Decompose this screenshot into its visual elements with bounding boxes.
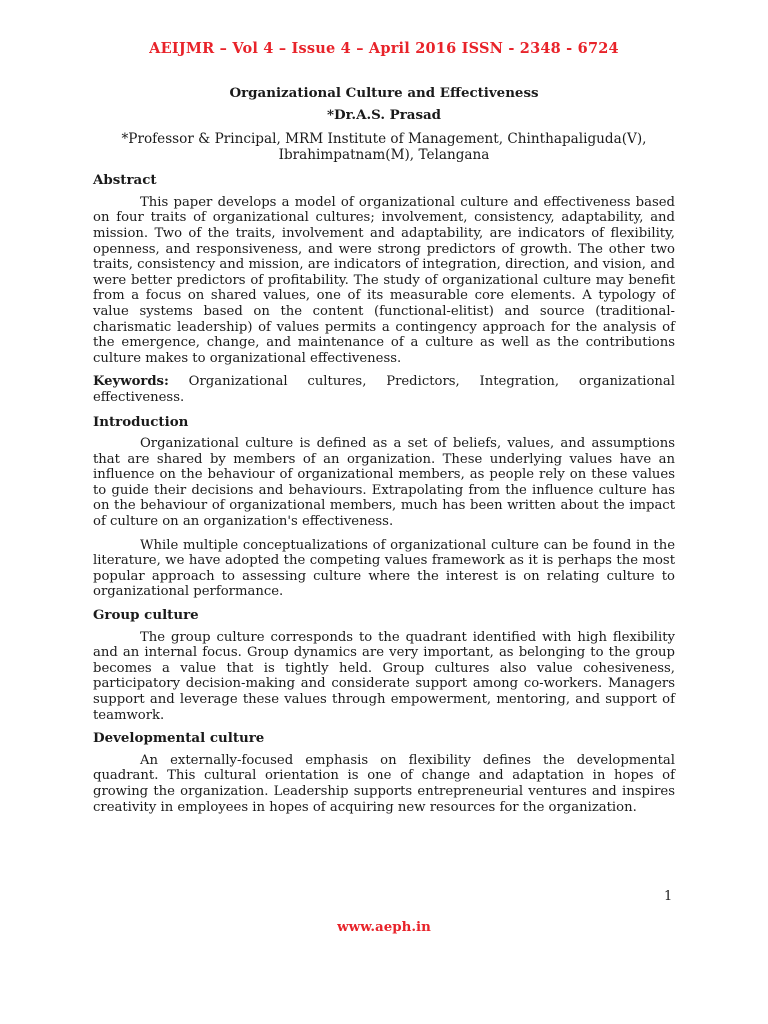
- author-affiliation: *Professor & Principal, MRM Institute of Management, Chinthapaliguda(V), Ibrahimpatnam(M), Telangana: [121, 131, 647, 164]
- developmental-culture-heading: Developmental culture: [93, 730, 265, 747]
- journal-header: AEIJMR – Vol 4 – Issue 4 – April 2016 ISSN - 2348 - 6724: [149, 40, 619, 57]
- introduction-heading: Introduction: [93, 413, 189, 430]
- abstract-text: This paper develops a model of organizational culture and effectiveness based on four traits of organizational cultures; involvement, consistency, adaptability, and mission. Two of the traits, involvement and adaptability, are indicators of flexibility, openness, and responsiveness, and were strong predictors of growth. The other two traits, consistency and mission, are indicators of integration, direction, and vision, and were better predictors of profitability. The study of organizational culture may benefit from a focus on shared values, one of its measurable core elements. A typology of value systems based on the content (functional-elitist) and source (traditional-charismatic leadership) of values permits a contingency approach for the analysis of the emergence, change, and maintenance of a culture as well as the contributions culture makes to organizational effectiveness.: [93, 194, 675, 366]
- group-culture-text: The group culture corresponds to the quadrant identified with high flexibility and an internal focus. Group dynamics are very important, as belonging to the group becomes a value that is tightly held. Group cultures also value cohesiveness, participatory decision-making and considerate support among co-workers. Managers support and leverage these values through empowerment, mentoring, and support of teamwork.: [93, 629, 675, 723]
- group-culture-heading: Group culture: [93, 607, 199, 624]
- abstract-heading: Abstract: [93, 172, 157, 189]
- keywords: [93, 374, 675, 405]
- introduction-paragraph-2: While multiple conceptualizations of organizational culture can be found in the literature, we have adopted the competing values framework as it is perhaps the most popular approach to assessing culture where the interest is on relating culture to organizational performance.: [93, 537, 675, 600]
- keywords-label: Keywords:: [93, 374, 169, 390]
- paper-content: [93, 86, 675, 823]
- keywords-text: Organizational cultures, Predictors, Integration, organizational effectiveness.: [93, 374, 675, 405]
- paper-author: *Dr.A.S. Prasad: [326, 106, 442, 123]
- developmental-culture-text: An externally-focused emphasis on flexibility defines the developmental quadrant. This cultural orientation is one of change and adaptation in hopes of growing the organization. Leadership supports entrepreneurial ventures and inspires creativity in employees in hopes of acquiring new resources for the organization.: [93, 752, 675, 815]
- page-number: 1: [664, 889, 673, 904]
- paper-title: Organizational Culture and Effectiveness: [229, 85, 539, 101]
- footer-url[interactable]: www.aeph.in: [337, 919, 431, 935]
- introduction-paragraph-1: Organizational culture is defined as a set of beliefs, values, and assumptions that are shared by members of an organization. These underlying values have an influence on the behaviour of organizational members, as people rely on these values to guide their decisions and behaviours. Extrapolating from the influence culture has on the behaviour of organizational members, much has been written about the impact of culture on an organization's effectiveness.: [93, 436, 675, 530]
